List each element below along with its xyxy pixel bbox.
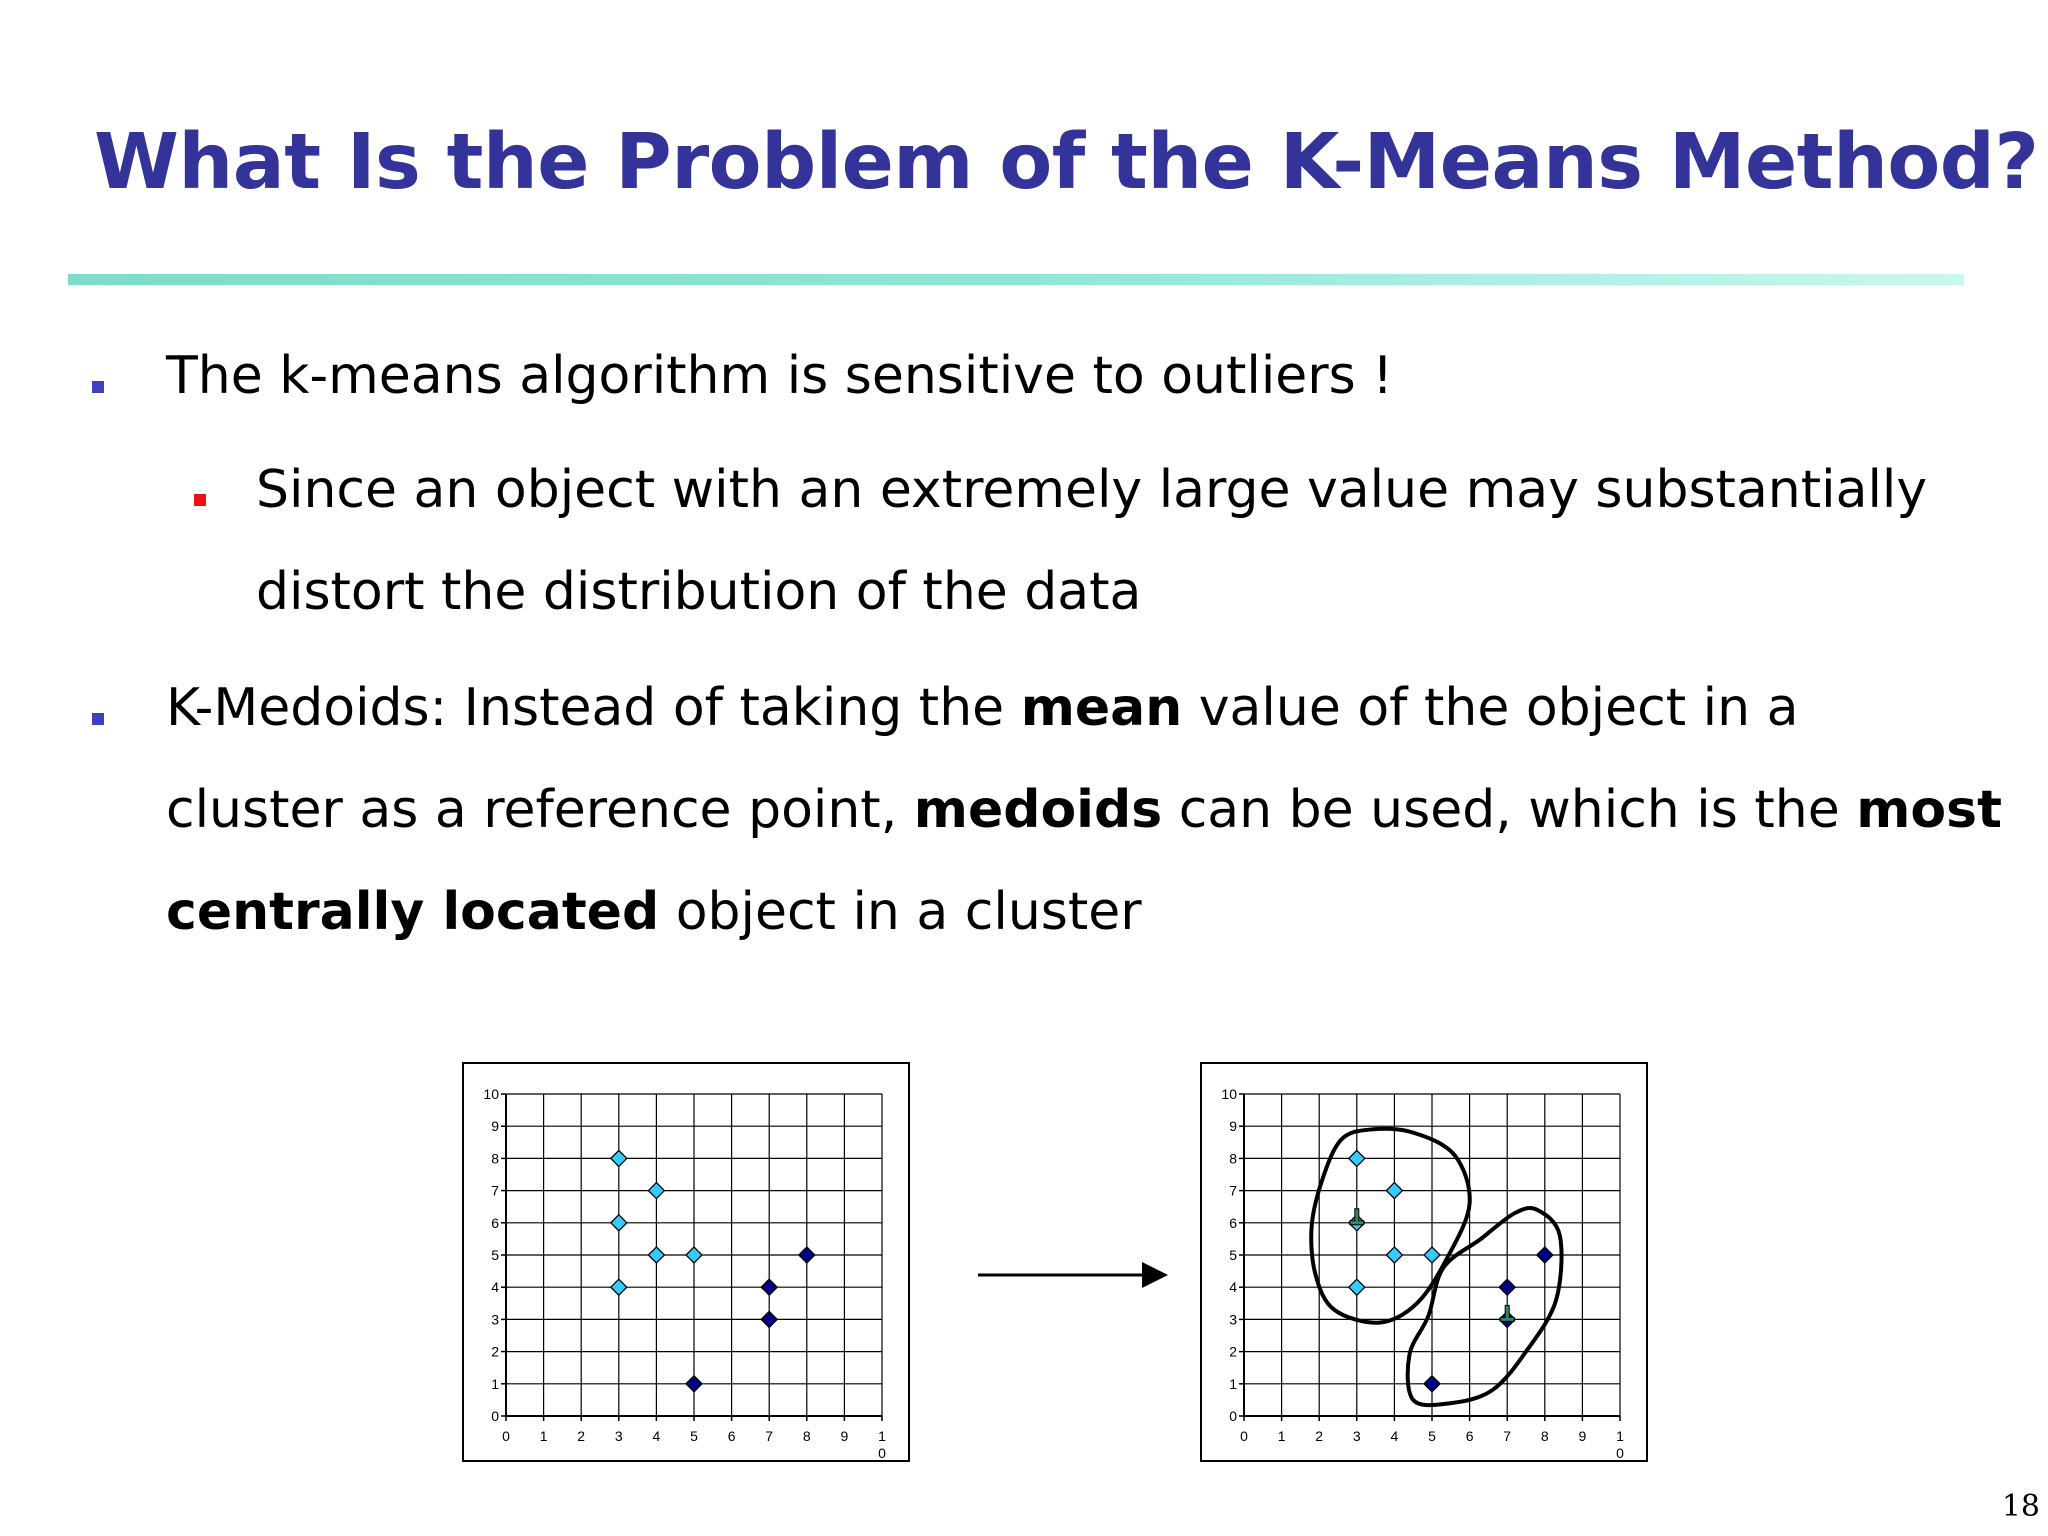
data-point-diamond	[611, 1215, 627, 1231]
x-tick-label: 5	[1428, 1428, 1436, 1444]
y-tick-label: 1	[491, 1375, 499, 1392]
x-tick-label: 9	[1578, 1428, 1587, 1444]
bullet-3-text-e: can be used, which is the	[1162, 780, 1857, 840]
chart-before-svg	[464, 1064, 912, 1464]
x-tick-label: 4	[1390, 1428, 1399, 1444]
y-tick-label: 3	[1229, 1311, 1237, 1328]
y-tick-label: 8	[491, 1150, 499, 1167]
y-tick-label: 5	[1229, 1247, 1237, 1263]
y-tick-label: 1	[1229, 1375, 1237, 1392]
bullet-1: The k-means algorithm is sensitive to outliers !	[166, 346, 1394, 406]
y-tick-label: 6	[1229, 1214, 1237, 1231]
x-tick-label: 7	[765, 1428, 774, 1444]
bullet-3-text-f: object in a cluster	[659, 882, 1142, 942]
x-tick-label	[878, 1428, 886, 1461]
page-number: 18	[2001, 1489, 2040, 1524]
x-tick-label: 3	[614, 1428, 623, 1444]
x-tick-label: 4	[652, 1428, 661, 1444]
y-tick-label: 10	[483, 1086, 499, 1102]
bullet-3-text-d: cluster as a reference point,	[166, 780, 914, 840]
data-point-diamond	[1424, 1247, 1440, 1263]
x-tick-label: 3	[1352, 1428, 1361, 1444]
bullet-3-line-1	[166, 656, 1798, 760]
data-point-diamond	[686, 1376, 702, 1392]
bold-mean: mean	[1020, 678, 1183, 738]
data-point-diamond	[648, 1183, 664, 1199]
data-point-diamond	[1424, 1376, 1440, 1392]
y-tick-label: 3	[491, 1311, 499, 1328]
bold-centrally-located: centrally located	[166, 882, 660, 942]
data-point-diamond	[1386, 1183, 1402, 1199]
data-point-diamond	[611, 1150, 627, 1166]
x-tick-label-part: 1	[878, 1428, 886, 1444]
data-point-diamond	[611, 1279, 627, 1295]
x-tick-label: 8	[1540, 1428, 1549, 1444]
sub-bullet-line-2: distort the distribution of the data	[256, 562, 1142, 622]
y-tick-label: 9	[1229, 1118, 1237, 1135]
x-tick-label: 6	[727, 1428, 736, 1444]
bullet-marker-3	[92, 713, 104, 725]
bullet-3-line-3	[166, 860, 1142, 964]
x-tick-label: 0	[1240, 1428, 1248, 1444]
y-tick-label: 5	[491, 1247, 499, 1263]
data-point-diamond	[1386, 1247, 1402, 1263]
cluster-outline-2	[1408, 1208, 1562, 1405]
bold-medoids: medoids	[913, 780, 1163, 840]
sub-bullet-line-1: Since an object with an extremely large value may substantially	[256, 460, 1928, 520]
data-point-diamond	[1349, 1150, 1365, 1166]
data-point-diamond	[761, 1311, 777, 1327]
data-point-diamond	[1499, 1279, 1515, 1295]
chart-before	[462, 1062, 910, 1462]
y-tick-label: 4	[1229, 1279, 1237, 1296]
x-tick-label: 2	[577, 1428, 586, 1444]
bullet-3-text-c: value of the object in a	[1182, 678, 1799, 738]
y-tick-label: 7	[491, 1182, 499, 1199]
chart-after	[1200, 1062, 1648, 1462]
y-tick-label: 2	[1229, 1343, 1237, 1360]
x-tick-label: 7	[1503, 1428, 1512, 1444]
x-tick-label: 9	[840, 1428, 849, 1444]
medoid-marker	[1350, 1209, 1364, 1225]
data-point-diamond	[1349, 1279, 1365, 1295]
slide-title: What Is the Problem of the K-Means Method?	[94, 118, 2039, 207]
y-tick-label: 0	[491, 1408, 499, 1424]
x-tick-label: 2	[1315, 1428, 1324, 1444]
x-tick-label	[1616, 1428, 1624, 1461]
right-arrow-icon	[976, 1260, 1176, 1290]
bullet-marker-1	[92, 381, 104, 393]
data-point-diamond	[1537, 1247, 1553, 1263]
x-tick-label: 1	[539, 1428, 548, 1444]
y-tick-label: 7	[1229, 1182, 1237, 1199]
data-point-diamond	[761, 1279, 777, 1295]
bullet-3-line-2	[166, 758, 2002, 862]
sub-bullet-marker	[194, 494, 206, 506]
data-point-diamond	[686, 1247, 702, 1263]
x-tick-label-part: 0	[1616, 1445, 1624, 1461]
y-tick-label: 2	[491, 1343, 499, 1360]
data-point-diamond	[648, 1247, 664, 1263]
y-tick-label: 0	[1229, 1408, 1237, 1424]
x-tick-label: 6	[1465, 1428, 1474, 1444]
x-tick-label-part: 0	[878, 1445, 886, 1461]
x-tick-label-part: 1	[1616, 1428, 1624, 1444]
bold-most: most	[1856, 780, 2002, 840]
y-tick-label: 10	[1221, 1086, 1237, 1102]
y-tick-label: 6	[491, 1214, 499, 1231]
chart-after-svg	[1202, 1064, 1650, 1464]
bullet-3-text-a: K-Medoids: Instead of taking the	[166, 678, 1021, 738]
x-tick-label: 1	[1277, 1428, 1286, 1444]
x-tick-label: 5	[690, 1428, 698, 1444]
x-tick-label: 0	[502, 1428, 510, 1444]
y-tick-label: 4	[491, 1279, 499, 1296]
y-tick-label: 9	[491, 1118, 499, 1135]
title-underline	[68, 274, 1964, 285]
medoid-marker	[1500, 1305, 1514, 1321]
data-point-diamond	[799, 1247, 815, 1263]
x-tick-label: 8	[802, 1428, 811, 1444]
y-tick-label: 8	[1229, 1150, 1237, 1167]
